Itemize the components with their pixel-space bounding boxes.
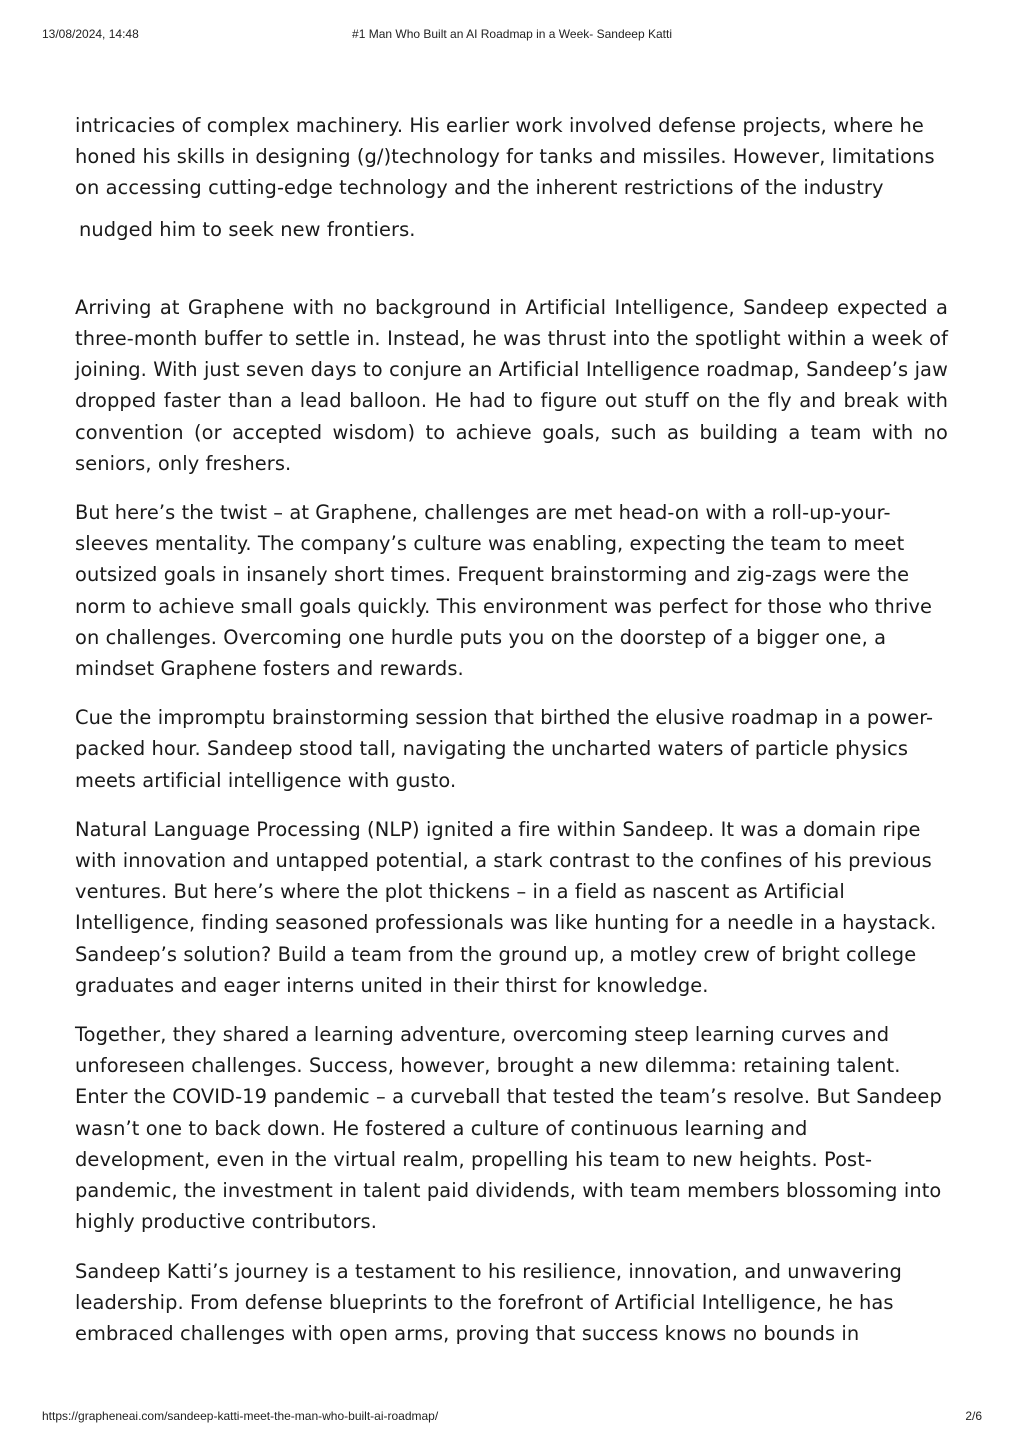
- page-title: #1 Man Who Built an AI Roadmap in a Week- Sandeep Katti: [352, 27, 672, 41]
- print-date-time: 13/08/2024, 14:48: [42, 27, 139, 41]
- paragraph-journey-testament: Sandeep Katti’s journey is a testament to his resilience, innovation, and unwavering leadership. From defense blueprints to the forefront of Artificial Intelligence, he has embraced challenges with open arms, proving that success knows no bounds in: [75, 1259, 902, 1345]
- paragraph-learning-adventure: Together, they shared a learning adventure, overcoming steep learning curves and unforeseen challenges. Success, however, brought a new dilemma: retaining talent. Enter the COVID-19 pandemic – a curveball that tested the team’s resolve. But Sandeep wasn’t one to back down. He fostered a culture of continuous learning and development, even in the virtual realm, propelling his team to new heights. Post-pandemic, the investment in talent paid dividends, with team members blossoming into highly productive contributors.: [75, 1023, 942, 1234]
- paragraph-machinery: intricacies of complex machinery. His earlier work involved defense projects, where he honed his skills in designing (g/)technology for tanks and missiles. However, limitations on accessing cutting-edge technology and the inherent restrictions of the industry: [75, 114, 935, 200]
- paragraph-the-twist: But here’s the twist – at Graphene, challenges are met head-on with a roll-up-your-sleeves mentality. The company’s culture was enabling, expecting the team to meet outsized goals in insanely short times. Frequent brainstorming and zig-zags were the norm to achieve small goals quickly. This environment was perfect for those who thrive on challenges. Overcoming one hurdle puts you on the doorstep of a bigger one, a mindset Graphene fosters and rewards.: [75, 501, 933, 681]
- article-body: [75, 110, 948, 1367]
- page-number: 2/6: [965, 1409, 982, 1423]
- paragraph-frontiers: nudged him to seek new frontiers.: [79, 217, 416, 241]
- page-url: https://grapheneai.com/sandeep-katti-meet-the-man-who-built-ai-roadmap/: [42, 1409, 439, 1423]
- paragraph-brainstorming-session: Cue the impromptu brainstorming session that birthed the elusive roadmap in a power-packed hour. Sandeep stood tall, navigating the uncharted waters of particle physics meets artificial intelligence with gusto.: [75, 706, 934, 792]
- paragraph-nlp: Natural Language Processing (NLP) ignited a fire within Sandeep. It was a domain ripe with innovation and untapped potential, a stark contrast to the confines of his previous ventures. But here’s where the plot thickens – in a field as nascent as Artificial Intelligence, finding seasoned professionals was like hunting for a needle in a haystack. Sandeep’s solution? Build a team from the ground up, a motley crew of bright college graduates and eager interns united in their thirst for knowledge.: [75, 817, 937, 997]
- print-footer: [0, 1409, 1024, 1425]
- paragraph-arriving-at-graphene: Arriving at Graphene with no background in Artificial Intelligence, Sandeep expected a three-month buffer to settle in. Instead, he was thrust into the spotlight within a week of joining. With just seven days to conjure an Artificial Intelligence roadmap, Sandeep’s jaw dropped faster than a lead balloon. He had to figure out stuff on the fly and break with convention (or accepted wisdom) to achieve goals, such as building a team with no seniors, only freshers.: [75, 295, 948, 475]
- print-header: [0, 27, 1024, 43]
